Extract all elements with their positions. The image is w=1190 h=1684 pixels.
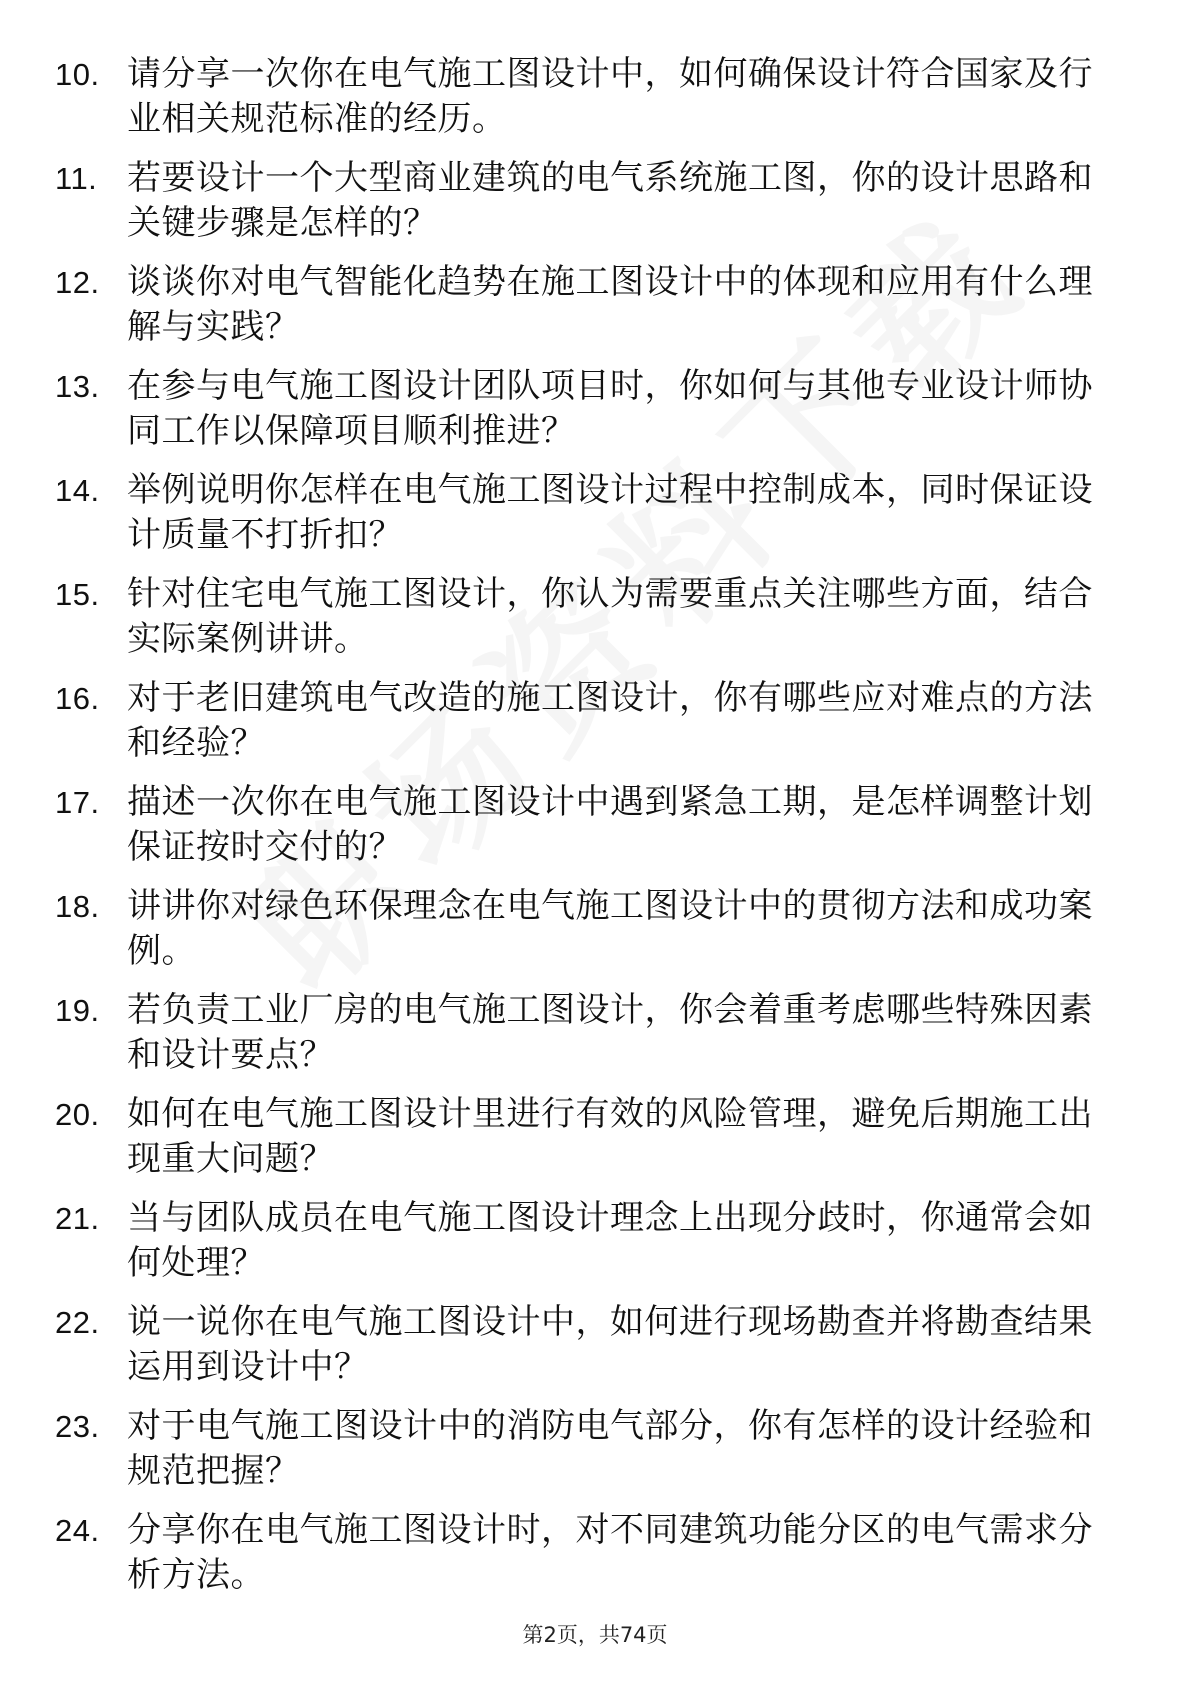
list-item: [55, 260, 1115, 364]
question-number: 11.: [55, 161, 98, 196]
list-item: [55, 884, 1115, 988]
question-text: 如何在电气施工图设计里进行有效的风险管理，避免后期施工出现重大问题？: [127, 1094, 1093, 1179]
question-text: 举例说明你怎样在电气施工图设计过程中控制成本，同时保证设计质量不打折扣？: [127, 470, 1093, 555]
question-number: 23.: [55, 1409, 100, 1444]
list-item: [55, 1404, 1115, 1508]
question-number: 17.: [55, 785, 100, 820]
question-text: 针对住宅电气施工图设计，你认为需要重点关注哪些方面，结合实际案例讲讲。: [127, 574, 1093, 659]
question-number: 20.: [55, 1097, 100, 1132]
question-text: 若负责工业厂房的电气施工图设计，你会着重考虑哪些特殊因素和设计要点？: [127, 990, 1093, 1075]
question-text: 说一说你在电气施工图设计中，如何进行现场勘查并将勘查结果运用到设计中？: [127, 1302, 1093, 1387]
question-number: 22.: [55, 1305, 100, 1340]
question-number: 12.: [55, 265, 100, 300]
list-item: [55, 676, 1115, 780]
question-number: 10.: [55, 57, 100, 92]
question-text: 对于老旧建筑电气改造的施工图设计，你有哪些应对难点的方法和经验？: [127, 678, 1093, 763]
question-text: 讲讲你对绿色环保理念在电气施工图设计中的贯彻方法和成功案例。: [127, 886, 1093, 971]
list-item: [55, 1196, 1115, 1300]
list-item: [55, 988, 1115, 1092]
question-number: 24.: [55, 1513, 100, 1548]
question-text: 对于电气施工图设计中的消防电气部分，你有怎样的设计经验和规范把握？: [127, 1406, 1093, 1491]
list-item: [55, 52, 1115, 156]
question-number: 16.: [55, 681, 100, 716]
list-item: [55, 1092, 1115, 1196]
question-text: 描述一次你在电气施工图设计中遇到紧急工期，是怎样调整计划保证按时交付的？: [127, 782, 1093, 867]
list-item: [55, 468, 1115, 572]
question-text: 在参与电气施工图设计团队项目时，你如何与其他专业设计师协同工作以保障项目顺利推进？: [127, 366, 1093, 451]
list-item: [55, 1300, 1115, 1404]
question-number: 18.: [55, 889, 100, 924]
list-item: [55, 364, 1115, 468]
question-list: [55, 52, 1115, 1612]
question-text: 谈谈你对电气智能化趋势在施工图设计中的体现和应用有什么理解与实践？: [127, 262, 1093, 347]
list-item: [55, 780, 1115, 884]
page-footer: 第2页，共74页: [522, 1623, 668, 1647]
list-item: [55, 156, 1115, 260]
question-text: 分享你在电气施工图设计时，对不同建筑功能分区的电气需求分析方法。: [127, 1510, 1093, 1595]
question-number: 13.: [55, 369, 100, 404]
list-item: [55, 1508, 1115, 1612]
question-number: 14.: [55, 473, 100, 508]
question-text: 请分享一次你在电气施工图设计中，如何确保设计符合国家及行业相关规范标准的经历。: [127, 54, 1093, 139]
question-number: 19.: [55, 993, 100, 1028]
question-number: 15.: [55, 577, 100, 612]
question-text: 当与团队成员在电气施工图设计理念上出现分歧时，你通常会如何处理？: [127, 1198, 1093, 1283]
question-text: 若要设计一个大型商业建筑的电气系统施工图，你的设计思路和关键步骤是怎样的？: [127, 158, 1093, 243]
list-item: [55, 572, 1115, 676]
question-number: 21.: [55, 1201, 100, 1236]
